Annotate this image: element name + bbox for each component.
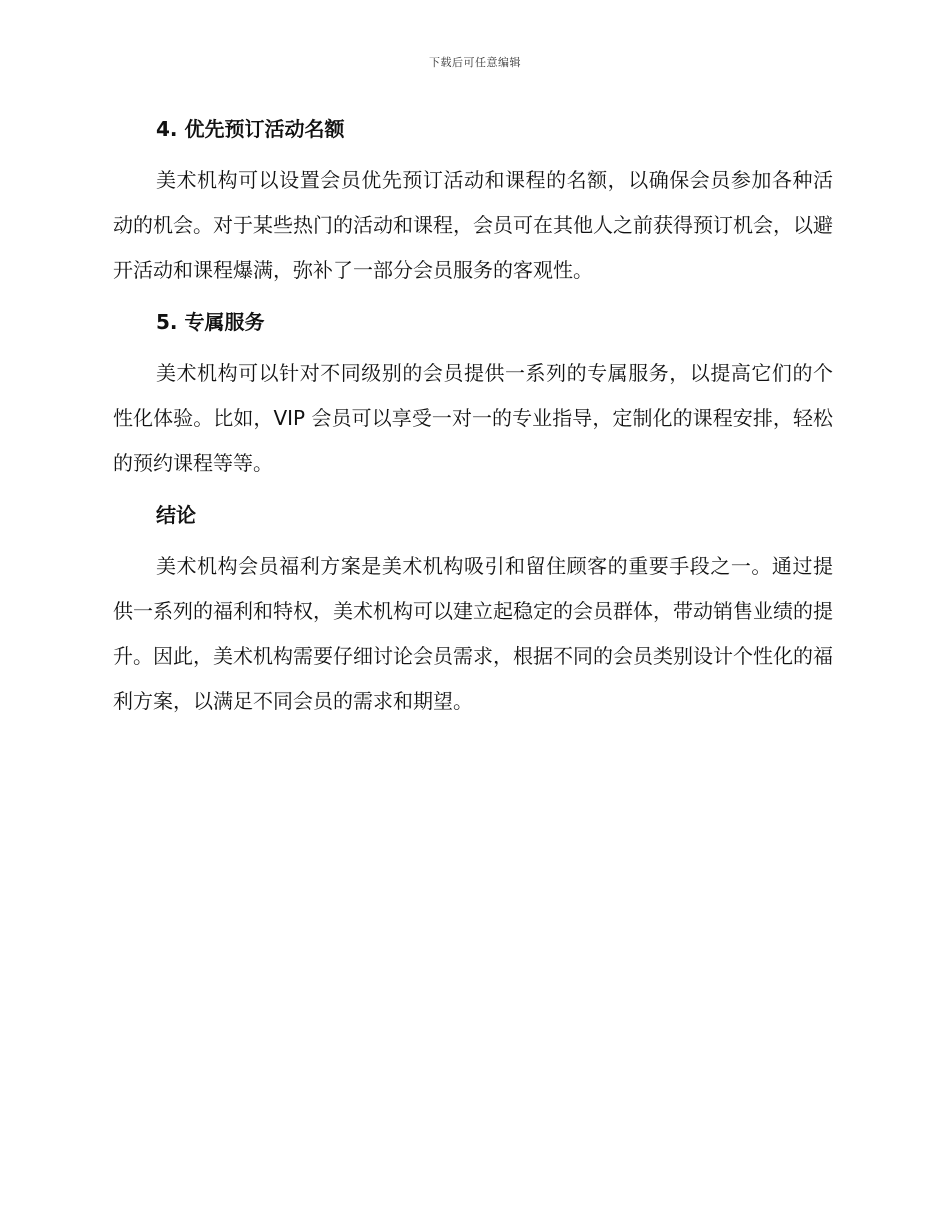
section-heading-conclusion: 结论 xyxy=(156,503,196,527)
document-body xyxy=(113,112,833,736)
section-heading-priority-booking: 4. 优先预订活动名额 xyxy=(156,117,345,141)
section-paragraph-priority-booking: 美术机构可以设置会员优先预订活动和课程的名额，以确保会员参加各种活动的机会。对于某些热门的活动和课程，会员可在其他人之前获得预订机会，以避开活动和课程爆满，弥补了一部分会员服务的客观性。 xyxy=(113,168,833,282)
section-paragraph-exclusive-service: 美术机构可以针对不同级别的会员提供一系列的专属服务，以提高它们的个性化体验。比如，VIP 会员可以享受一对一的专业指导，定制化的课程安排，轻松的预约课程等等。 xyxy=(113,361,833,475)
page-header-note: 下载后可任意编辑 xyxy=(429,56,521,69)
section-heading-exclusive-service: 5. 专属服务 xyxy=(156,310,265,334)
section-paragraph-conclusion: 美术机构会员福利方案是美术机构吸引和留住顾客的重要手段之一。通过提供一系列的福利和特权，美术机构可以建立起稳定的会员群体，带动销售业绩的提升。因此，美术机构需要仔细讨论会员需求，根据不同的会员类别设计个性化的福利方案，以满足不同会员的需求和期望。 xyxy=(113,554,833,713)
